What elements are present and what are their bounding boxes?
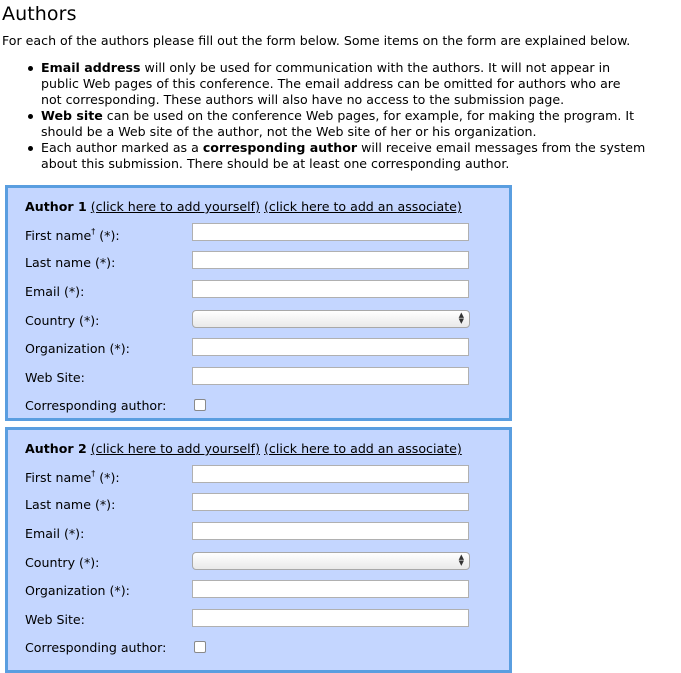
- updown-arrows-icon: ▲ ▼: [458, 311, 464, 325]
- author-2-add-yourself-link[interactable]: (click here to add yourself): [90, 441, 260, 456]
- author-1-last-name-input[interactable]: [192, 251, 469, 269]
- author-2-website-input[interactable]: [192, 609, 469, 627]
- author-1-form: [5, 185, 512, 421]
- author-2-organization-label: Organization (*):: [25, 583, 130, 598]
- note-email: Email address will only be used for communication with the authors. It will not appear in public Web pages of this conference. The email address can be omitted for authors who are not corresponding. These authors will also have no access to the submission page.: [41, 60, 681, 108]
- author-2-first-name-input[interactable]: [192, 465, 469, 483]
- author-2-email-label: Email (*):: [25, 526, 85, 541]
- note-website: Web site can be used on the conference Web pages, for example, for making the program. It should be a Web site of the author, not the Web site of her or his organization.: [41, 108, 681, 140]
- author-2-corresponding-checkbox[interactable]: [194, 641, 206, 653]
- author-1-add-yourself-link[interactable]: (click here to add yourself): [90, 199, 260, 214]
- author-2-first-name-label: First name† (*):: [25, 469, 120, 486]
- author-1-email-input[interactable]: [192, 280, 469, 298]
- page-title: Authors: [2, 3, 77, 25]
- note-website-bold: Web site: [41, 108, 103, 123]
- note-corresponding-bold: corresponding author: [202, 140, 358, 155]
- author-1-organization-label: Organization (*):: [25, 341, 130, 356]
- author-2-organization-input[interactable]: [192, 580, 469, 598]
- author-1-add-associate-link[interactable]: (click here to add an associate): [264, 199, 462, 214]
- author-2-corresponding-label: Corresponding author:: [25, 640, 167, 655]
- author-1-first-name-label: First name† (*):: [25, 227, 120, 244]
- author-1-organization-input[interactable]: [192, 338, 469, 356]
- intro-text: For each of the authors please fill out the form below. Some items on the form are explained below.: [2, 33, 631, 48]
- author-2-website-label: Web Site:: [25, 612, 85, 627]
- author-1-title: Author 1: [25, 199, 87, 214]
- updown-arrows-icon: ▲ ▼: [458, 553, 464, 567]
- author-1-website-label: Web Site:: [25, 370, 85, 385]
- author-1-corresponding-checkbox[interactable]: [194, 399, 206, 411]
- notes-list: [0, 60, 681, 172]
- author-2-title-row: [25, 441, 462, 456]
- author-1-last-name-label: Last name (*):: [25, 255, 116, 270]
- note-corresponding: Each author marked as a corresponding author will receive email messages from the system about this submission. There should be at least one corresponding author.: [41, 140, 681, 172]
- author-1-corresponding-label: Corresponding author:: [25, 398, 167, 413]
- author-2-title: Author 2: [25, 441, 87, 456]
- author-1-email-label: Email (*):: [25, 284, 85, 299]
- author-2-country-label: Country (*):: [25, 555, 100, 570]
- author-1-country-select[interactable]: [192, 310, 470, 328]
- author-2-email-input[interactable]: [192, 522, 469, 540]
- author-1-title-row: [25, 199, 462, 214]
- author-1-country-label: Country (*):: [25, 313, 100, 328]
- author-2-last-name-input[interactable]: [192, 493, 469, 511]
- author-1-first-name-input[interactable]: [192, 223, 469, 241]
- author-2-country-select[interactable]: [192, 552, 470, 570]
- note-email-bold: Email address: [41, 60, 141, 75]
- author-1-website-input[interactable]: [192, 367, 469, 385]
- author-2-last-name-label: Last name (*):: [25, 497, 116, 512]
- author-2-add-associate-link[interactable]: (click here to add an associate): [264, 441, 462, 456]
- author-2-form: [5, 427, 512, 673]
